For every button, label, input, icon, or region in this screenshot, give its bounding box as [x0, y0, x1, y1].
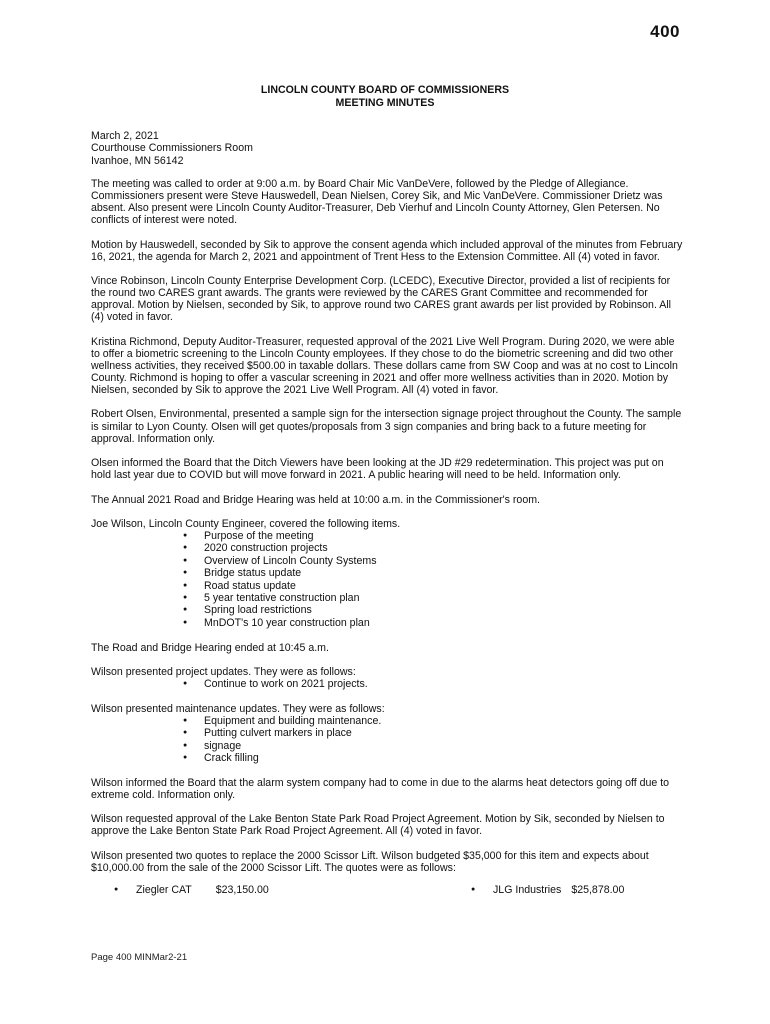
paragraph-consent-agenda: Motion by Hauswedell, seconded by Sik to approve the consent agenda which included approval of the minutes from February 16, 2021, the agenda for March 2, 2021 and appointment of Trent Hess to the Extension Committee. All (4) voted in favor. [91, 238, 683, 263]
list-item: ● Overview of Lincoln County Systems [91, 555, 683, 567]
meeting-location: Courthouse Commissioners Room [91, 142, 253, 155]
list-item: ● Spring load restrictions [91, 604, 683, 616]
page-number: 400 [650, 22, 680, 41]
maintenance-updates-list [91, 715, 683, 765]
minutes-body [91, 130, 683, 900]
list-item: ● Equipment and building maintenance. [91, 715, 683, 727]
paragraph-signage: Robert Olsen, Environmental, presented a sample sign for the intersection signage project throughout the County. The sample is similar to Lyon County. Olsen will get quotes/proposals from 3 sign companies and bring back to a future meeting for approval. Information only. [91, 408, 682, 445]
paragraph-project-updates: Wilson presented project updates. They were as follows: [91, 665, 356, 678]
paragraph-alarm-system: Wilson informed the Board that the alarm system company had to come in due to the alarms heat detectors going off due to extreme cold. Information only. [91, 776, 670, 801]
paragraph-hearing-ended: The Road and Bridge Hearing ended at 10:45 a.m. [91, 641, 329, 654]
list-item: ● MnDOT's 10 year construction plan [91, 617, 683, 629]
paragraph-scissor-lift: Wilson presented two quotes to replace the 2000 Scissor Lift. Wilson budgeted $35,000 for this item and expects about $10,000.00 from the sale of the 2000 Scissor Lift. The quotes were as follows: [91, 849, 649, 874]
paragraph-cares-grants: Vince Robinson, Lincoln County Enterprise Development Corp. (LCEDC), Executive Director, provided a list of recipients for the round two CARES grant awards. The grants were reviewed by the CARES Grant Committee and recommended for approval. Motion by Nielsen, seconded by Sik, to approve round two CARES grant awards per list provided by Robinson. All (4) voted in favor. [91, 275, 672, 324]
quote-vendor: Ziegler CAT [136, 883, 192, 896]
paragraph-engineer-items: Joe Wilson, Lincoln County Engineer, covered the following items. [91, 517, 401, 530]
quote-item [471, 883, 625, 896]
quote-vendor: JLG Industries [493, 883, 562, 896]
paragraph-call-to-order: The meeting was called to order at 9:00 a.m. by Board Chair Mic VanDeVere, followed by the Pledge of Allegiance. Commissioners present were Steve Hauswedell, Dean Nielsen, Corey Sik, and Mic VanDeVere. Commissioner Drietz was absent. Also present were Lincoln County Auditor-Treasurer, Deb Vierhuf and Lincoln County Attorney, Glen Petersen. No conflicts of interest were noted. [91, 177, 663, 227]
hearing-items-list [91, 530, 683, 629]
list-item: ● 2020 construction projects [91, 542, 683, 554]
meeting-header [91, 130, 683, 167]
list-item: ● Purpose of the meeting [91, 530, 683, 542]
title-line-2: MEETING MINUTES [335, 97, 435, 109]
paragraph-hearing-held: The Annual 2021 Road and Bridge Hearing was held at 10:00 a.m. in the Commissioner's room. [91, 493, 540, 506]
paragraph-live-well: Kristina Richmond, Deputy Auditor-Treasurer, requested approval of the 2021 Live Well Program. During 2020, we were able to offer a biometric screening to the Lincoln County employees. If they chose to do the biometric screening and did two other wellness activities, they received $500.00 in taxable dollars. These dollars came from SW Coop and was at no cost to Lincoln County. Richmond is hoping to offer a vascular screening in 2021 and offer more wellness activities than in 2020. Motion by Nielsen, seconded by Sik to approve the 2021 Live Well Program. All (4) voted in favor. [91, 335, 678, 397]
quote-amount: $23,150.00 [215, 883, 269, 896]
bullet-icon: ● [114, 885, 119, 893]
list-item: ● Putting culvert markers in place [91, 727, 683, 739]
meeting-city: Ivanhoe, MN 56142 [91, 154, 184, 167]
paragraph-ditch-viewers: Olsen informed the Board that the Ditch Viewers have been looking at the JD #29 redetermination. This project was put on hold last year due to COVID but will move forward in 2021. A public hearing will need to be held. Information only. [91, 457, 664, 482]
page-footer: Page 400 MINMar2-21 [91, 952, 188, 963]
list-item: ● 5 year tentative construction plan [91, 592, 683, 604]
list-item: ● signage [91, 740, 683, 752]
list-item: ● Crack filling [91, 752, 683, 764]
list-item: ● Continue to work on 2021 projects. [91, 678, 683, 690]
paragraph-lake-benton: Wilson requested approval of the Lake Benton State Park Road Project Agreement. Motion by Sik, seconded by Nielsen to approve the Lake Benton State Park Road Project Agreement. All (4) voted in favor. [91, 813, 665, 838]
quotes-row [91, 884, 683, 900]
quote-item [114, 883, 269, 896]
quote-amount: $25,878.00 [571, 883, 625, 896]
meeting-date: March 2, 2021 [91, 130, 159, 142]
project-updates-list [91, 678, 683, 690]
bullet-icon: ● [471, 885, 476, 893]
title-line-1: LINCOLN COUNTY BOARD OF COMMISSIONERS [260, 84, 510, 96]
list-item: ● Bridge status update [91, 567, 683, 579]
list-item: ● Road status update [91, 580, 683, 592]
paragraph-maintenance-updates: Wilson presented maintenance updates. They were as follows: [91, 702, 385, 715]
document-title [0, 84, 770, 110]
